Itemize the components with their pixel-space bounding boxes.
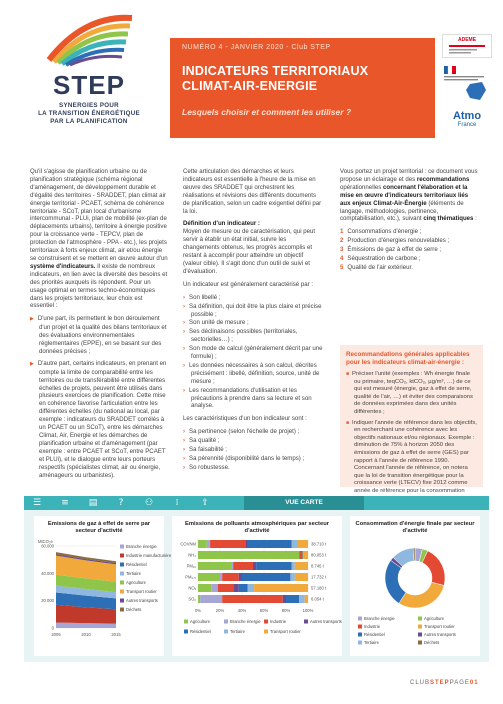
bar-segment xyxy=(211,584,218,592)
logo-text: STEP xyxy=(53,70,125,100)
bar-segment xyxy=(253,562,256,570)
document-subtitle: Lesquels choisir et comment les utiliser ? xyxy=(182,107,352,117)
legend-label: Autres transports xyxy=(310,619,342,624)
legend-label: Industrie xyxy=(364,624,381,629)
text: (éléments de langage, méthodologies, pertinence, comptabilisation, etc.), suivant xyxy=(340,199,464,223)
theme-item xyxy=(340,264,480,272)
dashboard-toolbar xyxy=(24,496,489,510)
theme-label: Émissions de gaz à effet de serre ; xyxy=(347,246,442,254)
bar-segment xyxy=(292,540,298,548)
legend-label: Autres transports xyxy=(126,598,158,603)
document-title xyxy=(182,64,427,94)
legend-label: Transport routier xyxy=(270,629,301,634)
pollutants-bar-chart xyxy=(172,516,342,656)
list-item: ▶ D'une part, ils permettent le bon déroulement d'un projet et la qualité des bilans territoriaux et des évaluations environnementales réglementaires (EPPE), en se basant sur des données précises ; xyxy=(30,315,168,356)
legend-swatch xyxy=(120,581,124,585)
intro-paragraph xyxy=(30,168,168,310)
recommendation-item: ■ Préciser l'unité (exemples : Wh énergie finale ou primaire, teqCO₂, ktCO₂, µg/m³, …) de ce qui est mesuré (énergie, gaz à effet de serre, qualité de l'air, …) et éviter des comparaisons de données exprimées dans des unités différentes ; xyxy=(346,371,477,417)
bar-segment xyxy=(256,562,291,570)
theme-label: Consommations d'énergie ; xyxy=(347,228,422,236)
legend-label: Agriculture xyxy=(190,619,211,624)
help-icon[interactable]: ? xyxy=(118,498,124,508)
bar-segment xyxy=(233,584,239,592)
bar-segment xyxy=(198,584,211,592)
theme-item xyxy=(340,246,480,254)
text: Vous portez un projet territorial : ce document vous propose un éclairage et des xyxy=(340,168,478,183)
bold-text: recommandations xyxy=(416,175,470,183)
title-line: CLIMAT-AIR-ENERGIE xyxy=(182,79,318,93)
issue-label: NUMÉRO 4 - JANVIER 2020 - Club STEP xyxy=(182,44,331,51)
legend-swatch xyxy=(184,620,188,624)
ministry-emblem-icon xyxy=(442,64,492,104)
theme-item xyxy=(340,255,480,263)
legend-swatch xyxy=(224,620,228,624)
legend-label: Tertiaire xyxy=(364,640,379,645)
legend-swatch xyxy=(264,620,268,624)
partner-logos xyxy=(438,34,496,144)
ministry-logo xyxy=(442,64,492,104)
bar-segment xyxy=(245,540,247,548)
total-label: 80.053 t xyxy=(311,552,327,558)
bar-segment xyxy=(198,595,200,603)
definition-heading: Définition d'un indicateur : xyxy=(183,220,260,228)
theme-number: 3 xyxy=(340,246,344,254)
atmo-sub: France xyxy=(457,122,477,128)
list-icon[interactable]: ≡ xyxy=(61,498,69,508)
bar-segment xyxy=(290,573,294,581)
legend-label: Déchets xyxy=(424,640,440,645)
category-label: PM₂.₅ xyxy=(185,574,196,580)
bar-segment xyxy=(303,551,309,559)
list-item: › Son unité de mesure ; xyxy=(183,319,323,327)
step-logo xyxy=(14,10,164,140)
list-item: › Sa définition, qui doit être la plus claire et précise possible ; xyxy=(183,303,323,319)
bar-segment xyxy=(283,595,286,603)
text: opérationnelles xyxy=(340,183,384,191)
legend-label: Déchets xyxy=(126,607,142,612)
legend-swatch xyxy=(358,625,362,629)
legend-label: Transport routier xyxy=(424,624,455,629)
intro-text-end: Il existe de nombreux indicateurs, en lien avec la diversité des besoins et des priorités auxquels ils répondent. Pour un usage optimal en termes techno-économiques dans les projets territoriaux, leur choix est essentiel : xyxy=(30,262,168,310)
category-label: COVNM xyxy=(180,541,196,547)
bar-segment xyxy=(301,551,302,559)
x-tick-label: 20% xyxy=(215,608,225,613)
legend-swatch xyxy=(120,545,124,549)
ademe-brand: ADEME xyxy=(457,37,477,43)
bar-segment xyxy=(299,551,301,559)
total-label: 8.745 t xyxy=(311,563,324,569)
theme-label: Qualité de l'air extérieur. xyxy=(347,263,413,271)
document-icon[interactable]: ▤ xyxy=(88,498,98,508)
chart-title: Emissions de polluants atmosphériques par secteur d'activité xyxy=(185,521,329,534)
y-axis-label: MtCO₂e xyxy=(38,539,53,544)
theme-item xyxy=(340,237,480,245)
column-intro xyxy=(30,168,168,483)
x-tick-label: 40% xyxy=(237,608,247,613)
legend-label: Branche énergie xyxy=(126,544,157,549)
recommendations-box xyxy=(340,345,483,494)
list-item: › Sa qualité ; xyxy=(183,437,323,445)
bar-segment xyxy=(295,562,308,570)
total-label: 6.054 t xyxy=(311,596,324,602)
category-label: SO₂ xyxy=(188,596,196,602)
bar-segment xyxy=(292,562,295,570)
x-tick-label: 2005 xyxy=(51,632,61,637)
legend-swatch xyxy=(418,633,422,637)
bar-segment xyxy=(231,562,233,570)
dashboard-panel xyxy=(24,496,489,662)
category-label: PM₁₀ xyxy=(186,563,196,569)
themes-list xyxy=(340,228,480,272)
legend-label: Industrie manufacturière xyxy=(126,553,172,558)
bar-segment xyxy=(297,540,308,548)
chart-title: Emissions de gaz à effet de serre par secteur d'activité xyxy=(47,521,151,534)
bar-segment xyxy=(248,584,255,592)
list-item: › Son mode de calcul (généralement décrit par une formule) ; xyxy=(183,345,323,361)
list-item: ▶ D'autre part, certains indicateurs, en prenant en compte la limite de comparabilité entre les territoires ou de transférabilité entre différentes échelles de projets, peuvent être utilisés dans plusieurs exercices de planification. Cette mise en cohérence favorise l'articulation entre les différentes échelles (du national au local, par exemple : indicateurs du SRADDET corrélés à un PCAET ou un SCoT), entre les démarches Climat, Air, Energie et les démarches de planification urbaine et d'aménagement (par exemple : entre PCAET et SCoT, entre PCAET et PLUi), et le dialogue entre leurs porteurs respectifs (spécialistes climat, air ou énergie, aménageurs ou urbanistes). xyxy=(30,360,168,480)
total-label: 57.180 t xyxy=(311,585,327,591)
x-tick-label: 100% xyxy=(302,608,314,613)
bar-segment xyxy=(222,573,239,581)
paragraph: Cette articulation des démarches et leurs indicateurs est essentielle à l'heure de la mise en œuvre des SRADDET qui orchestrent les réalisations et révisions des différents documents de planification, selon un cadre exigentiel défini par la loi. xyxy=(183,168,322,215)
qualities-intro: Les caractéristiques d'un bon indicateur sont : xyxy=(183,415,307,423)
intro-bold: système d'indicateurs. xyxy=(30,262,96,270)
ghg-emissions-card xyxy=(34,516,172,656)
logo-subtitle xyxy=(14,102,164,126)
list-item: › So robustesse. xyxy=(183,464,323,472)
pollutants-card xyxy=(172,516,342,656)
legend-label: Autres transports xyxy=(424,632,456,637)
tab-vue-carte[interactable]: VUE CARTE xyxy=(244,496,364,510)
theme-label: Production d'énergies renouvelables ; xyxy=(347,237,450,245)
legend-swatch xyxy=(184,630,188,634)
chart-title: Consommation d'énergie finale par secteur d'activité xyxy=(355,521,475,534)
people-icon[interactable]: ⚇ xyxy=(144,498,154,508)
legend-swatch xyxy=(418,617,422,621)
bar-segment xyxy=(233,562,253,570)
x-tick-label: 60% xyxy=(259,608,269,613)
total-label: 38.710 t xyxy=(311,541,327,547)
legend-label: Industrie xyxy=(270,619,287,624)
energy-consumption-card xyxy=(350,516,480,656)
title-line: INDICATEURS TERRITORIAUX xyxy=(182,64,369,78)
menu-icon[interactable]: ☰ xyxy=(32,498,42,508)
donut-slice xyxy=(399,582,444,608)
bar-segment xyxy=(198,562,231,570)
bar-segment xyxy=(239,573,242,581)
legend-swatch xyxy=(120,554,124,558)
x-tick-label: 80% xyxy=(281,608,291,613)
bar-segment xyxy=(242,573,290,581)
bar-segment xyxy=(218,584,233,592)
text: : xyxy=(473,215,477,223)
legend-swatch xyxy=(120,608,124,612)
bar-segment xyxy=(198,573,220,581)
list-item: › Sa faisabilité ; xyxy=(183,446,323,454)
bar-segment xyxy=(239,584,248,592)
bar-segment xyxy=(198,540,207,548)
logo-sub-line: SYNERGIES POUR xyxy=(59,102,119,109)
footer-page-number: 01 xyxy=(469,680,479,686)
bold-text: concernant l'élaboration et la mise en œuvre d'indicateurs territoriaux liés aux enjeux Climat-Air-Énergie xyxy=(340,183,469,207)
theme-item xyxy=(340,228,480,236)
legend-swatch xyxy=(304,620,308,624)
share-icon[interactable]: ⇪ xyxy=(201,498,209,508)
y-tick-label: 20.000 xyxy=(41,598,54,604)
footer-club: CLUB xyxy=(410,680,431,686)
bar-segment xyxy=(210,540,245,548)
logo-sub-line: LA TRANSITION ÉNERGÉTIQUE xyxy=(38,110,140,117)
x-tick-label: 0% xyxy=(194,608,202,613)
total-label: 17.732 t xyxy=(311,574,327,580)
ghg-area-chart xyxy=(34,516,172,656)
footer-step: STEP xyxy=(430,680,450,686)
theme-label: Séquestration de carbone ; xyxy=(347,255,421,263)
recommendation-item: ■ Indiquer l'année de référence dans les objectifs, en recherchant une cohérence avec les objectifs nationaux et/ou régionaux. Exemple : diminution de 75% à horizon 2050 des émissions de gaz à effet de serre (GES) par rapport à l'année de référence 1990. Concernant l'année de référence, on notera que la loi de transition énergétique pour la croissance verte (LTECV) fixe 2012 comme année de référence pour la consommation xyxy=(346,420,477,511)
legend-swatch xyxy=(418,625,422,629)
list-item: › Ses déclinaisons possibles (territoriales, sectorielles…) ; xyxy=(183,328,323,344)
legend-swatch xyxy=(120,599,124,603)
atmo-word: Atmo xyxy=(452,110,482,122)
logo-swoosh-graphic xyxy=(44,10,134,65)
column-themes xyxy=(340,168,480,273)
title-banner xyxy=(170,38,435,138)
page-footer xyxy=(410,680,479,686)
legend-label: Résidentiel xyxy=(364,632,385,637)
bar-segment xyxy=(299,595,305,603)
x-tick-label: 2010 xyxy=(81,632,91,637)
column-definition xyxy=(183,168,323,473)
bold-text: cinq thématiques xyxy=(423,215,474,223)
atmo-france-logo xyxy=(442,110,492,140)
legend-swatch xyxy=(224,630,228,634)
legend-label: Agriculture xyxy=(424,616,445,621)
legend-label: Résidentiel xyxy=(126,562,147,567)
ademe-logo xyxy=(442,34,492,58)
legend-label: Branche énergie xyxy=(364,616,395,621)
bar-segment xyxy=(222,595,283,603)
legend-swatch xyxy=(120,563,124,567)
characteristics-intro: Un indicateur est généralement caractérisé par : xyxy=(183,280,314,288)
ademe-mark-icon xyxy=(447,43,487,55)
bar-segment xyxy=(200,595,222,603)
category-label: NH₃ xyxy=(188,552,196,558)
legend-label: Résidentiel xyxy=(190,629,211,634)
bar-segment xyxy=(248,540,292,548)
theme-number: 5 xyxy=(340,263,344,271)
legend-label: Branche énergie xyxy=(230,619,261,624)
bar-segment xyxy=(198,551,299,559)
bar-segment xyxy=(254,584,308,592)
bar-segment xyxy=(305,595,308,603)
energy-donut-chart xyxy=(350,516,480,656)
y-tick-label: 0 xyxy=(51,625,54,631)
grid-icon[interactable]: ⁞ xyxy=(175,498,179,508)
logo-sub-line: PAR LA PLANIFICATION xyxy=(50,118,128,125)
donut-slice xyxy=(422,551,445,586)
bar-segment xyxy=(286,595,299,603)
legend-swatch xyxy=(358,641,362,645)
donut-slice xyxy=(385,560,406,603)
bar-segment xyxy=(220,573,222,581)
theme-number: 2 xyxy=(340,237,344,245)
list-item: › Sa pérennité (disponibilité dans le temps) ; xyxy=(183,455,323,463)
legend-label: Agriculture xyxy=(126,580,147,585)
list-item: › Son libellé ; xyxy=(183,294,323,302)
intro-text: Qu'il s'agisse de planification urbaine ou de planification stratégique (schéma régional d'aménagement, de développement durable et d'égalité des territoires - SRADDET, plan climat air énergie territorial - PCAET, schéma de cohérence territoriale - SCoT, plan local d'urbanisme intercommunal - PLUi, plan de mobilité (ex-plan de déplacements urbains), territoire à énergie positive pour la croissance verte - TEPCV, plan de protection de l'atmosphère - PPA - etc.), les projets territoriaux à forts enjeux climat, air et/ou énergie se construisent et se mettent en œuvre autour d'un xyxy=(30,168,168,262)
legend-swatch xyxy=(264,630,268,634)
bar-segment xyxy=(207,540,210,548)
legend-swatch xyxy=(358,617,362,621)
themes-intro xyxy=(340,168,480,223)
list-item: › Sa pertinence (selon l'échelle de projet) ; xyxy=(183,428,323,436)
legend-swatch xyxy=(120,572,124,576)
list-item: › Les données nécessaires à son calcul, décrites précisément : libellé, définition, source, unité de mesure ; xyxy=(183,362,323,386)
category-label: NOₓ xyxy=(188,585,196,591)
theme-number: 1 xyxy=(340,228,344,236)
legend-swatch xyxy=(120,590,124,594)
footer-page: PAGE xyxy=(449,680,470,686)
y-tick-label: 40.000 xyxy=(41,570,54,576)
recommendations-title: Recommandations générales applicables pour les indicateurs climat-air-énergie : xyxy=(346,351,470,366)
qualities-list xyxy=(183,428,323,472)
legend-label: Tertiaire xyxy=(126,571,141,576)
definition-text: Moyen de mesure ou de caractérisation, qui peut servir à établir un état initial, suivre les changements obtenus, les progrès accomplis et restant à accomplir pour atteindre un objectif (valeur cible). Il s'agit donc d'un outil de suivi et d'évaluation. xyxy=(183,228,316,275)
characteristics-list xyxy=(183,294,323,411)
legend-label: Transport routier xyxy=(126,589,157,594)
legend-swatch xyxy=(358,633,362,637)
bar-segment xyxy=(295,573,308,581)
legend-swatch xyxy=(418,641,422,645)
list-item: › Les recommandations d'utilisation et les précautions à prendre dans sa lecture et son analyse. xyxy=(183,387,323,411)
legend-label: Tertiaire xyxy=(230,629,245,634)
theme-number: 4 xyxy=(340,255,344,263)
x-tick-label: 2015 xyxy=(111,632,121,637)
y-tick-label: 60.000 xyxy=(41,543,54,549)
